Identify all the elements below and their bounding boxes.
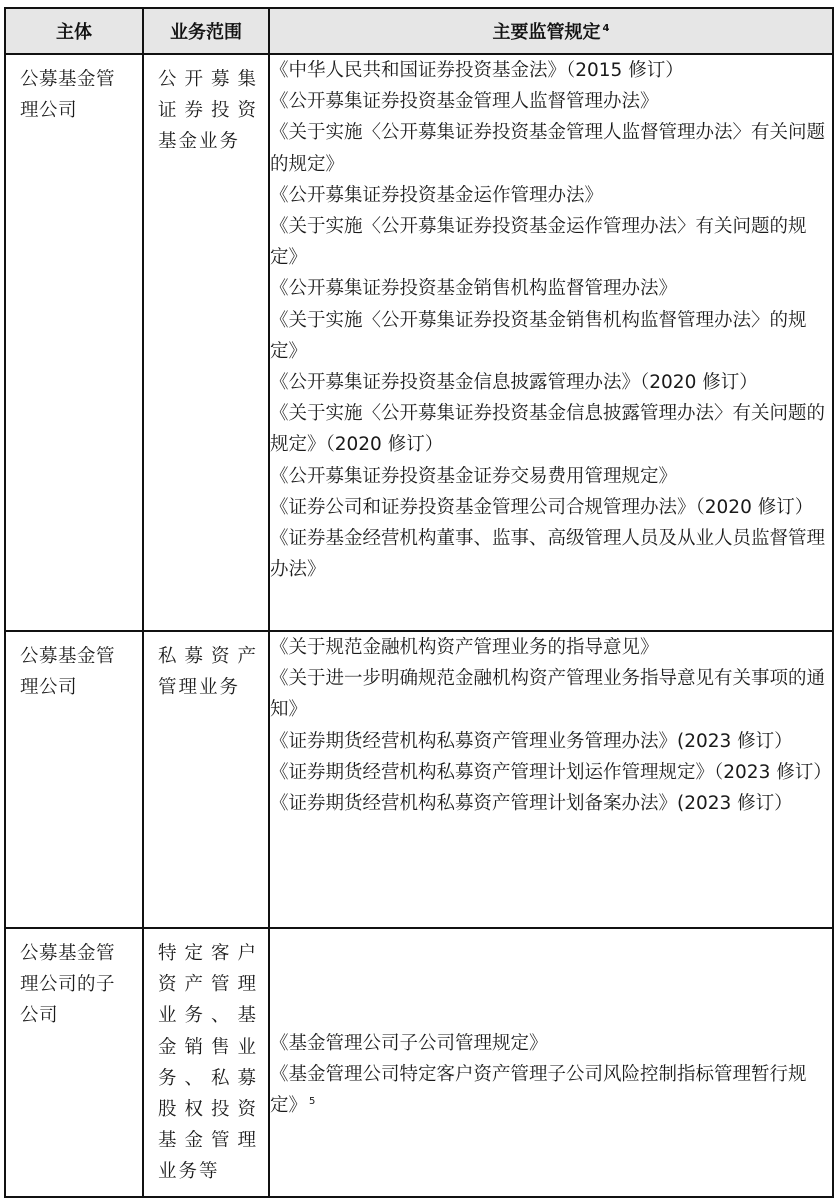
header-entity: 主体 (5, 8, 143, 54)
regulations-cell (269, 928, 833, 1197)
regulation-table (4, 7, 834, 1198)
regulation-item: 《公开募集证券投资基金信息披露管理办法》（2020 修订） (270, 372, 758, 394)
header-scope: 业务范围 (143, 8, 269, 54)
regulation-item (270, 1059, 832, 1121)
regulation-item: 《基金管理公司子公司管理规定》 (270, 1032, 548, 1054)
regulation-item: 《关于进一步明确规范金融机构资产管理业务指导意见有关事项的通知》 (270, 668, 826, 721)
table-row (5, 928, 833, 1197)
regulations-cell (269, 54, 833, 631)
footnote-marker: 5 (309, 1095, 316, 1107)
entity-text: 公募基金管理公司的子公司 (20, 943, 116, 1027)
regulation-item: 《公开募集证券投资基金运作管理办法》 (270, 184, 604, 206)
entity-cell (5, 631, 143, 928)
scope-text: 特定客户资产管理业务、基金销售业务、私募股权投资基金管理业务等 (158, 943, 258, 1183)
regulation-item: 《证券公司和证券投资基金管理公司合规管理办法》（2020 修订） (270, 496, 814, 518)
entity-text: 公募基金管理公司 (20, 69, 116, 122)
regulation-item: 《公开募集证券投资基金管理人监督管理办法》 (270, 91, 659, 113)
regulation-item: 《关于实施〈公开募集证券投资基金销售机构监督管理办法〉的规定》 (270, 309, 807, 362)
regulation-item: 《证券基金经营机构董事、监事、高级管理人员及从业人员监督管理办法》 (270, 528, 826, 581)
footnote-marker: 4 (602, 23, 610, 34)
regulation-item: 《关于实施〈公开募集证券投资基金信息披露管理办法〉有关问题的规定》（2020 修订） (270, 403, 826, 456)
regulation-item: 《关于实施〈公开募集证券投资基金管理人监督管理办法〉有关问题的规定》 (270, 122, 826, 175)
scope-text: 私募资产管理业务 (158, 646, 258, 699)
regulation-item: 《证券期货经营机构私募资产管理计划运作管理规定》（2023 修订） (270, 761, 832, 783)
regulation-item: 《公开募集证券投资基金证券交易费用管理规定》 (270, 465, 678, 487)
entity-cell (5, 928, 143, 1197)
table-row (5, 631, 833, 928)
header-regulations-label: 主要监管规定 (492, 22, 601, 43)
regulation-item: 《中华人民共和国证券投资基金法》（2015 修订） (270, 60, 684, 81)
table-row (5, 54, 833, 631)
scope-text: 公开募集证券投资基金业务 (158, 69, 258, 153)
scope-cell (143, 631, 269, 928)
scope-cell (143, 928, 269, 1197)
regulation-item-text: 《基金管理公司特定客户资产管理子公司风险控制指标管理暂行规定》 (270, 1063, 807, 1116)
header-regulations (269, 8, 833, 54)
entity-text: 公募基金管理公司 (20, 646, 116, 699)
regulation-item: 《证券期货经营机构私募资产管理业务管理办法》(2023 修订） (270, 730, 793, 752)
entity-cell (5, 54, 143, 631)
scope-cell (143, 54, 269, 631)
regulation-item: 《公开募集证券投资基金销售机构监督管理办法》 (270, 278, 678, 300)
regulation-item: 《关于实施〈公开募集证券投资基金运作管理办法〉有关问题的规定》 (270, 216, 807, 269)
table-header-row (5, 8, 833, 54)
regulation-item: 《关于规范金融机构资产管理业务的指导意见》 (270, 637, 659, 658)
regulations-cell (269, 631, 833, 928)
regulation-item: 《证券期货经营机构私募资产管理计划备案办法》(2023 修订） (270, 793, 793, 815)
